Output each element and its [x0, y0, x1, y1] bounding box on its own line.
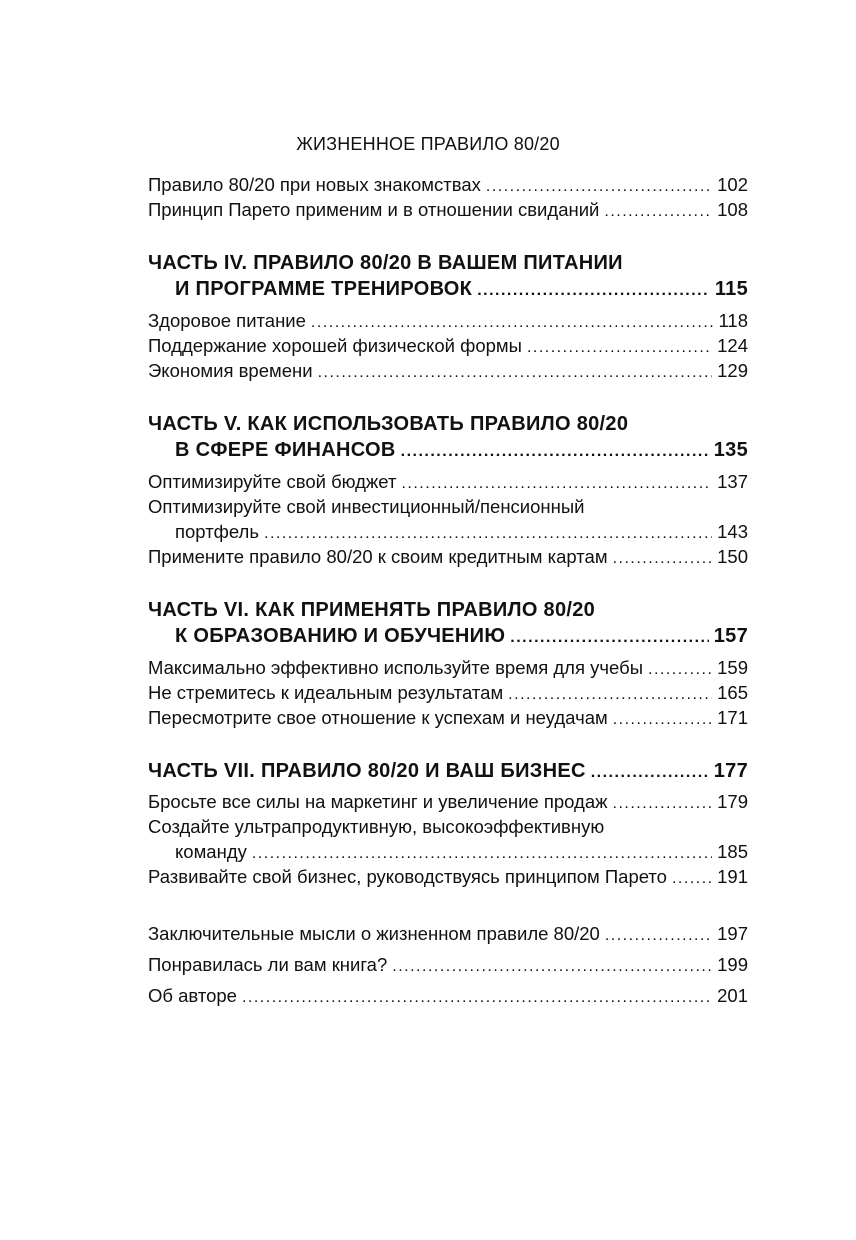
toc-entry-page: 124: [717, 335, 748, 356]
toc-entry[interactable]: [148, 655, 748, 680]
toc-entry-page: 102: [717, 174, 748, 195]
toc-entry-page: 129: [717, 360, 748, 381]
toc-entry-title: команду: [175, 841, 247, 862]
toc-entry[interactable]: [148, 197, 748, 222]
dot-leader: [252, 841, 712, 866]
toc-entry-page: 197: [717, 923, 748, 944]
part-page: 135: [713, 439, 748, 461]
toc-entry-title: Понравилась ли вам книга?: [148, 954, 388, 975]
dot-leader: [401, 438, 709, 465]
dot-leader: [527, 335, 712, 360]
toc-entry-title: Бросьте все силы на маркетинг и увеличение продаж: [148, 791, 608, 812]
toc-entry-page: 108: [717, 199, 748, 220]
part-heading-iv-line2[interactable]: [148, 276, 748, 303]
toc-entry[interactable]: [148, 544, 748, 569]
dot-leader: [510, 624, 708, 651]
toc-entry-title: Заключительные мысли о жизненном правиле 80/20: [148, 923, 600, 944]
closing-entries: [148, 918, 748, 1011]
dot-leader: [508, 682, 712, 707]
toc-entry-title: Об авторе: [148, 985, 237, 1006]
dot-leader: [613, 791, 713, 816]
toc-entry-page: 150: [717, 546, 748, 567]
toc-entry[interactable]: [148, 333, 748, 358]
toc-entry[interactable]: [148, 680, 748, 705]
part-heading-title: В СФЕРЕ ФИНАНСОВ: [175, 439, 396, 461]
running-head: ЖИЗНЕННОЕ ПРАВИЛО 80/20: [296, 134, 560, 154]
part-heading-title: К ОБРАЗОВАНИЮ И ОБУЧЕНИЮ: [175, 625, 506, 647]
dot-leader: [242, 982, 712, 1013]
dot-leader: [648, 657, 712, 682]
toc-entry-title: Развивайте свой бизнес, руководствуясь принципом Парето: [148, 866, 667, 887]
dot-leader: [311, 310, 714, 335]
part-heading-iv[interactable]: ЧАСТЬ IV. ПРАВИЛО 80/20 В ВАШЕМ ПИТАНИИ: [148, 252, 623, 274]
toc-entry[interactable]: [148, 519, 748, 544]
part-heading-v-line2[interactable]: [148, 437, 748, 464]
dot-leader: [264, 521, 712, 546]
toc-entry[interactable]: [148, 308, 748, 333]
toc-entry-title: Оптимизируйте свой бюджет: [148, 471, 397, 492]
part-page: 157: [713, 625, 748, 647]
dot-leader: [486, 174, 712, 199]
toc-entry-page: 191: [717, 866, 748, 887]
dot-leader: [591, 760, 709, 786]
table-of-contents: [148, 172, 748, 1011]
dot-leader: [392, 951, 712, 982]
toc-entry-page: 201: [717, 985, 748, 1006]
toc-entry-page: 171: [717, 707, 748, 728]
dot-leader: [318, 360, 713, 385]
part-page: 177: [713, 760, 748, 782]
toc-entry[interactable]: [148, 172, 748, 197]
part-heading-v[interactable]: ЧАСТЬ V. КАК ИСПОЛЬЗОВАТЬ ПРАВИЛО 80/20: [148, 413, 629, 435]
toc-entry-page: 143: [717, 521, 748, 542]
toc-entry[interactable]: [148, 918, 748, 949]
toc-entry[interactable]: [148, 789, 748, 814]
part-heading-vii[interactable]: [148, 758, 748, 784]
toc-entry[interactable]: [148, 469, 748, 494]
toc-entry-title: Поддержание хорошей физической формы: [148, 335, 522, 356]
toc-entry-page: 137: [717, 471, 748, 492]
toc-entry-title: Здоровое питание: [148, 310, 306, 331]
toc-entry-page: 199: [717, 954, 748, 975]
toc-entry-title: Максимально эффективно используйте время для учебы: [148, 657, 643, 678]
dot-leader: [401, 471, 712, 496]
toc-entry-title: Принцип Парето применим и в отношении свиданий: [148, 199, 600, 220]
toc-entry[interactable]: [148, 839, 748, 864]
part-heading-vi[interactable]: ЧАСТЬ VI. КАК ПРИМЕНЯТЬ ПРАВИЛО 80/20: [148, 599, 596, 621]
dot-leader: [604, 199, 712, 224]
part-heading-title: ЧАСТЬ VII. ПРАВИЛО 80/20 И ВАШ БИЗНЕС: [148, 760, 586, 782]
toc-entry-page: 159: [717, 657, 748, 678]
dot-leader: [605, 920, 712, 951]
toc-entry-page: 185: [717, 841, 748, 862]
toc-entry-title: Не стремитесь к идеальным результатам: [148, 682, 504, 703]
dot-leader: [672, 866, 712, 891]
toc-entry-title: Правило 80/20 при новых знакомствах: [148, 174, 481, 195]
toc-entry-title: Пересмотрите свое отношение к успехам и неудачам: [148, 707, 608, 728]
toc-entry-title: портфель: [175, 521, 259, 542]
dot-leader: [613, 707, 712, 732]
toc-entry[interactable]: [148, 705, 748, 730]
toc-entry-title: Примените правило 80/20 к своим кредитным картам: [148, 546, 608, 567]
toc-entry[interactable]: [148, 949, 748, 980]
dot-leader: [477, 277, 710, 304]
part-heading-title: И ПРОГРАММЕ ТРЕНИРОВОК: [175, 278, 473, 300]
toc-entry-page: 118: [718, 310, 748, 331]
toc-entry-first-line[interactable]: Создайте ультрапродуктивную, высокоэффективную: [148, 816, 605, 837]
toc-entry[interactable]: [148, 980, 748, 1011]
part-page: 115: [714, 278, 748, 300]
toc-entry[interactable]: [148, 358, 748, 383]
toc-entry-title: Экономия времени: [148, 360, 313, 381]
toc-entry-first-line[interactable]: Оптимизируйте свой инвестиционный/пенсионный: [148, 496, 585, 517]
part-heading-vi-line2[interactable]: [148, 623, 748, 650]
toc-entry-page: 179: [717, 791, 748, 812]
toc-entry-page: 165: [717, 682, 748, 703]
toc-entry[interactable]: [148, 864, 748, 889]
dot-leader: [613, 546, 713, 571]
